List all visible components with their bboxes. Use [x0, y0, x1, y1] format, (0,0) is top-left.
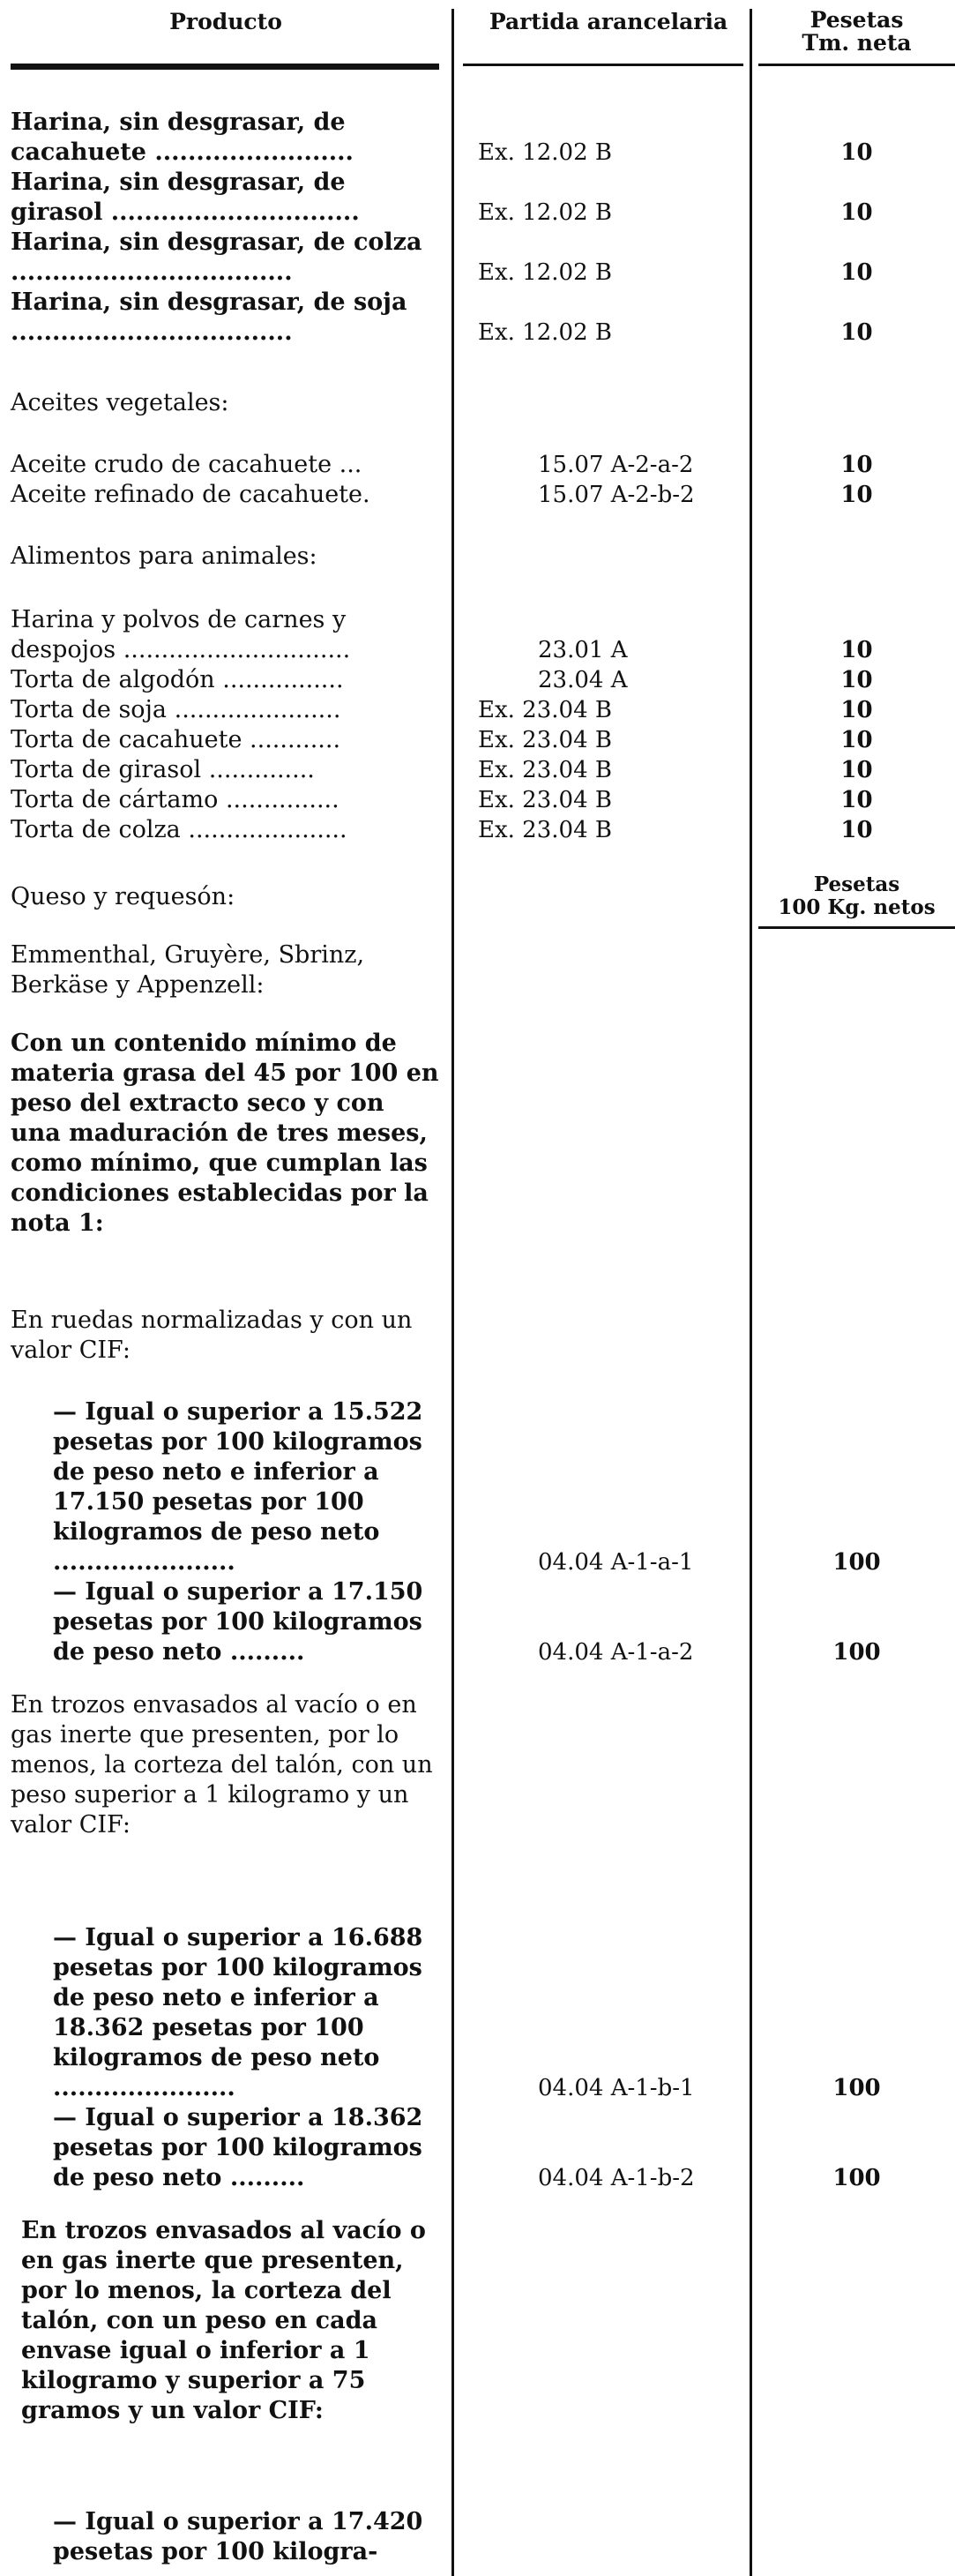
rate-value: 10 [840, 667, 873, 693]
tariff-code: Ex. 12.02 B [478, 319, 612, 346]
product-description: Torta de cártamo ............... [11, 786, 339, 813]
tariff-code: Ex. 12.02 B [478, 259, 612, 286]
rate-value: 10 [840, 817, 873, 843]
tariff-code: Ex. 23.04 B [478, 787, 612, 813]
rate-value: 10 [840, 482, 873, 508]
product-description: Harina, sin desgrasar, de cacahuete ........................ [11, 109, 354, 166]
column-header-product: Producto [169, 9, 282, 34]
rate-unit-subheader: Pesetas 100 Kg. netos [778, 872, 936, 919]
rate-value: 100 [832, 2165, 881, 2191]
tariff-code: Ex. 23.04 B [478, 697, 612, 723]
tariff-code: Ex. 12.02 B [478, 139, 612, 166]
tariff-code: Ex. 23.04 B [478, 757, 612, 783]
product-description: — Igual o superior a 17.420 pesetas por 100 kilogra- [53, 2508, 423, 2565]
product-description: Torta de soja ...................... [11, 696, 341, 723]
tariff-code: Ex. 23.04 B [478, 727, 612, 753]
section-label: Alimentos para animales: [11, 543, 317, 570]
product-description: Harina, sin desgrasar, de colza .................................. [11, 228, 422, 286]
condition-text: Con un contenido mínimo de materia grasa del 45 por 100 en peso del extracto seco y con una maduración de tres meses, como mínimo, que cumplan las condiciones establecidas por la nota 1: [11, 1030, 439, 1237]
rate-value: 10 [840, 787, 873, 813]
tariff-code: 04.04 A-1-b-2 [538, 2165, 695, 2191]
section-label: Emmenthal, Gruyère, Sbrinz, Berkäse y Appenzell: [11, 941, 365, 999]
rate-value: 10 [840, 727, 873, 753]
column-header-rate-unit: Pesetas Tm. neta [802, 7, 912, 56]
rate-value: 10 [840, 139, 873, 166]
tariff-code: Ex. 23.04 B [478, 817, 612, 843]
section-label: Queso y requesón: [11, 883, 235, 910]
rate-value: 10 [840, 697, 873, 723]
column-header-tariff: Partida arancelaria [489, 9, 728, 34]
tariff-code: 04.04 A-1-a-1 [538, 1549, 694, 1576]
product-description: Aceite crudo de cacahuete ... [11, 451, 362, 478]
product-description: Harina y polvos de carnes y despojos .............................. [11, 606, 351, 663]
section-label: Aceites vegetales: [11, 389, 229, 416]
header-rule-product [11, 64, 439, 70]
section-label: En ruedas normalizadas y con un valor CIF: [11, 1307, 413, 1364]
product-description: — Igual o superior a 17.150 pesetas por 100 kilogramos de peso neto ......... [53, 1578, 423, 1666]
product-description: Torta de girasol .............. [11, 756, 315, 783]
product-description: Harina, sin desgrasar, de soja .................................. [11, 288, 407, 346]
rate-value: 100 [832, 1549, 881, 1576]
header-rule-tariff [463, 64, 743, 66]
subheader-rule [758, 926, 955, 929]
tariff-code: 15.07 A-2-a-2 [538, 452, 694, 478]
condition-text: En trozos envasados al vacío o en gas inerte que presenten, por lo menos, la corteza del talón, con un peso en cada envase igual o inferior a 1 kilogramo y superior a 75 gramos y un valor CIF: [21, 2217, 426, 2424]
product-description: Torta de algodón ................ [11, 666, 344, 693]
header-rule-rate [758, 64, 955, 66]
rate-value: 10 [840, 757, 873, 783]
product-description: Torta de cacahuete ............ [11, 726, 341, 753]
product-description: Harina, sin desgrasar, de girasol .............................. [11, 168, 360, 226]
rate-value: 10 [840, 319, 873, 346]
product-description: — Igual o superior a 16.688 pesetas por 100 kilogramos de peso neto e inferior a 18.362 pesetas por 100 kilogramos de peso neto ...................... [53, 1924, 423, 2101]
rate-value: 100 [832, 1639, 881, 1666]
section-label: En trozos envasados al vacío o en gas inerte que presenten, por lo menos, la corteza del talón, con un peso superior a 1 kilogramo y un valor CIF: [11, 1691, 433, 1838]
rate-value: 10 [840, 259, 873, 286]
product-description: Torta de colza ..................... [11, 816, 347, 843]
rate-value: 10 [840, 199, 873, 226]
tariff-code: 15.07 A-2-b-2 [538, 482, 695, 508]
product-description: — Igual o superior a 15.522 pesetas por 100 kilogramos de peso neto e inferior a 17.150 pesetas por 100 kilogramos de peso neto ...................... [53, 1398, 423, 1576]
tariff-code: 23.04 A [538, 667, 628, 693]
column-divider-1 [451, 9, 454, 2576]
product-description: Aceite refinado de cacahuete. [11, 481, 370, 508]
rate-value: 10 [840, 637, 873, 663]
tariff-code: 23.01 A [538, 637, 628, 663]
tariff-code: 04.04 A-1-b-1 [538, 2075, 695, 2101]
product-description: — Igual o superior a 18.362 pesetas por 100 kilogramos de peso neto ......... [53, 2104, 423, 2191]
rate-value: 10 [840, 452, 873, 478]
rate-value: 100 [832, 2075, 881, 2101]
tariff-code: Ex. 12.02 B [478, 199, 612, 226]
tariff-code: 04.04 A-1-a-2 [538, 1639, 694, 1666]
